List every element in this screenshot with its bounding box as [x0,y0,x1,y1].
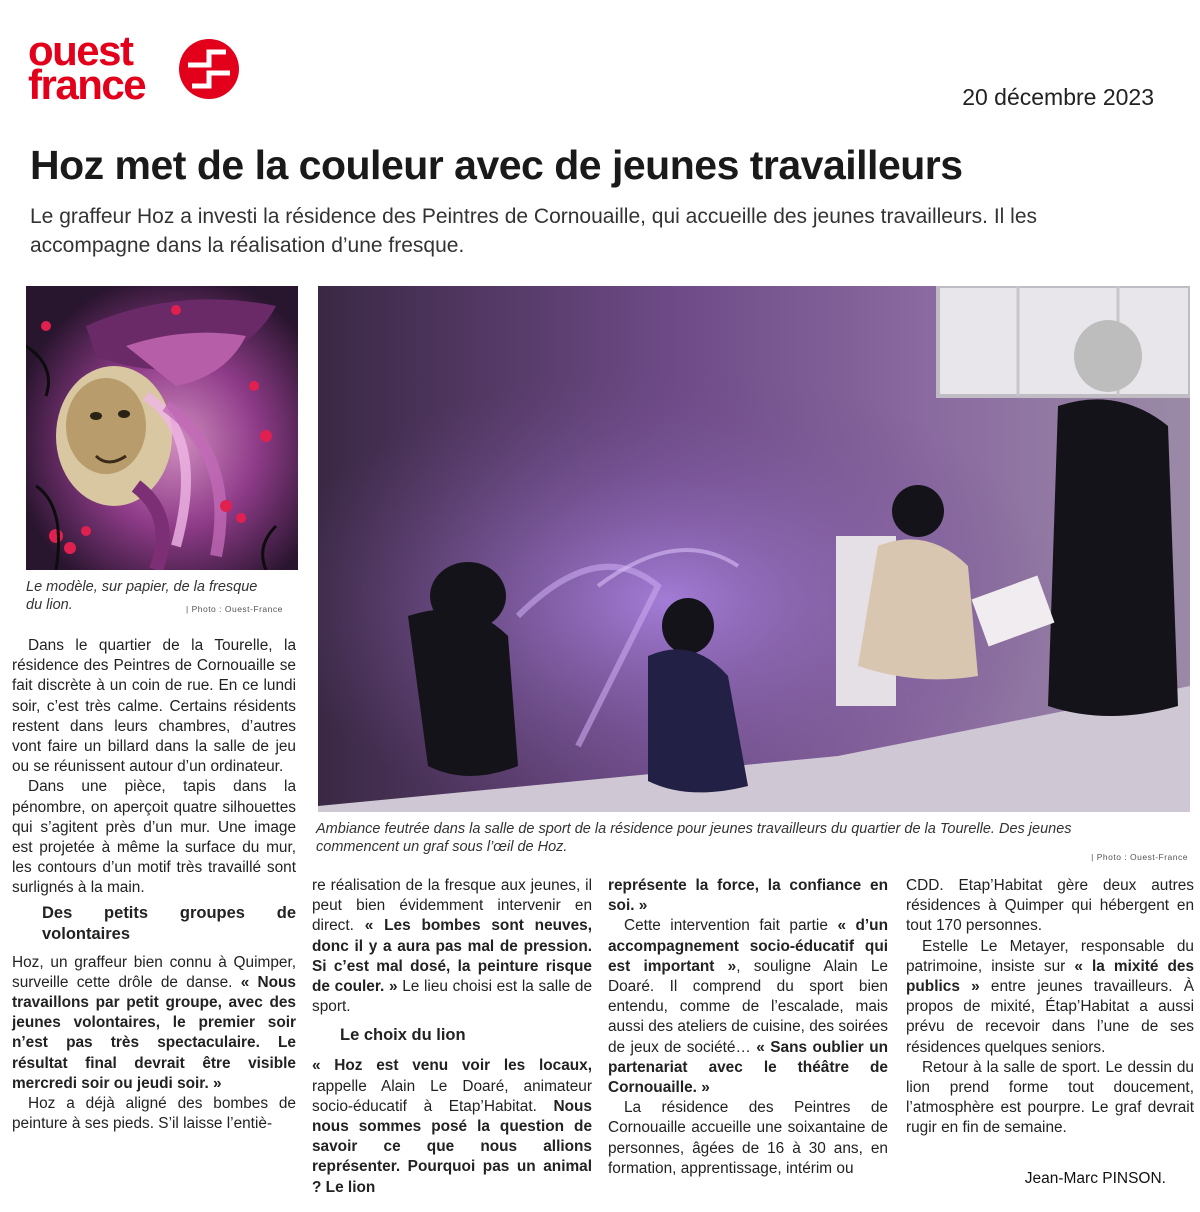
author-signature: Jean-Marc PINSON. [1024,1170,1166,1187]
article-column-2 [312,876,592,1198]
col3-p1-quote: représente la force, la confiance en soi. » [608,877,888,915]
col3-p2-text: Cette intervention fait partie [624,917,838,935]
mural-room-photo [318,286,1190,812]
small-photo-caption: Le modèle, sur papier, de la fresque du lion. [26,579,258,613]
col4-paragraph-3: Retour à la salle de sport. Le dessin du lion prend forme tout doucement, l’atmosphère est pourpre. Le graf devrait rugir en fin de semaine. [906,1058,1194,1137]
col1-p3-intro: Hoz, un graffeur bien connu à Quimper, surveille cette drôle de danse. [12,953,296,991]
logo-line-2: france [28,61,146,108]
subhead-small-groups: Des petits groupes de volontaires [42,903,296,943]
article-column-1 [12,636,296,1134]
col1-paragraph-2: Dans une pièce, tapis dans la pénombre, on aperçoit quatre silhouettes qui s’agitent près d’un mur. Une image est projetée à même la surface du mur, les contours d’un motif très travaillé sont surlignés à la main. [12,778,296,897]
col4-paragraph-2 [906,937,1194,1058]
col2-p1-text: re réalisation de la fresque aux jeunes, il peut bien évidemment intervenir en direct. [312,877,592,935]
col4-p2-text2: entre jeunes travailleurs. À propos de mixité, Étap’Habitat a aussi prévu de recevoir dans l’une de ses résidences quelques seniors. [906,978,1194,1056]
ouest-france-symbol-icon [178,38,240,100]
col3-p2-quote2: « Sans oublier un partenariat avec le théâtre de Cornouaille. » [608,1038,888,1097]
col2-paragraph-1 [312,876,592,1017]
col4-p2-quote: « la mixité des publics » [906,957,1194,996]
col3-p2-quote: « d’un accompagnement socio-éducatif qui est important » [608,917,888,975]
col2-p2-attribution: rappelle Alain Le Doaré, animateur socio-éducatif à Etap’Habitat. [312,1077,592,1115]
lion-artwork-illustration [26,286,298,570]
col3-paragraph-3: La résidence des Peintres de Cornouaille accueille une soixantaine de personnes, âgées de 16 à 30 ans, en formation, apprentissage, intérim ou [608,1099,888,1177]
col2-p2-quote-end: Nous nous sommes posé la question de savoir ce que nous allions représenter. Pourquoi pas un animal ? Le lion [312,1097,592,1196]
mural-scene-illustration [318,286,1190,812]
col3-p2-text2: , souligne Alain Le Doaré. Il comprend du sport bien entendu, comme de l’escalade, mais aussi des ateliers de cuisine, des soirées de jeux de société… [608,957,888,1056]
article-column-4 [906,876,1194,1139]
big-photo-caption: Ambiance feutrée dans la salle de sport de la résidence pour jeunes travailleurs du quartier de la Tourelle. Des jeunes commencent un graf sous l’œil de Hoz. [316,821,1072,855]
col2-p1-quote: « Les bombes sont neuves, donc il y a aura pas mal de pression. Si c’est mal dosé, la peinture risque de couler. » [312,917,592,996]
logo-line-1: ouest [28,27,133,74]
col1-paragraph-4: Hoz a déjà aligné des bombes de peinture à ses pieds. S’il laisse l’entiè- [12,1095,296,1133]
headline: Hoz met de la couleur avec de jeunes travailleurs [30,142,963,188]
big-photo-credit: | Photo : Ouest-France [1091,852,1188,862]
ouest-france-logo [28,27,248,108]
small-photo-credit: | Photo : Ouest-France [186,604,283,614]
publication-date: 20 décembre 2023 [962,84,1154,110]
col4-paragraph-1: CDD. Etap’Habitat gère deux autres résidences à Quimper qui hébergent en tout 170 personnes. [906,877,1194,935]
col2-paragraph-2 [312,1056,592,1197]
col1-paragraph-1: Dans le quartier de la Tourelle, la résidence des Peintres de Cornouaille se fait discrète à un coin de rue. En ce lundi soir, c’est très calme. Certains résidents restent dans leurs chambres, d’autres vont faire un billard dans la salle de jeu ou se réunissent autour d’un ordinateur. [12,637,296,776]
col1-paragraph-3 [12,953,296,1094]
col3-paragraph-1 [608,876,888,916]
article-column-3 [608,876,888,1179]
subhead-lion-choice: Le choix du lion [340,1026,466,1045]
col3-paragraph-2 [608,916,888,1098]
logo-wordmark [28,27,146,108]
col4-p2-text: Estelle Le Metayer, responsable du patrimoine, insiste sur [906,937,1194,975]
col2-p2-quote-start: « Hoz est venu voir les locaux, [312,1057,592,1075]
col1-p3-quote: « Nous travaillons par petit groupe, avec des jeunes volontaires, le premier soir n’est pas très spectaculaire. Le résultat final devrait être visible mercredi soir ou jeudi soir. » [12,973,296,1092]
article-lead: Le graffeur Hoz a investi la résidence des Peintres de Cornouaille, qui accueille des jeunes travailleurs. Il les accompagne dans la réalisation d’une fresque. [30,205,1037,257]
col2-p1-end: Le lieu choisi est la salle de sport. [312,978,593,1016]
lion-model-photo [26,286,298,570]
